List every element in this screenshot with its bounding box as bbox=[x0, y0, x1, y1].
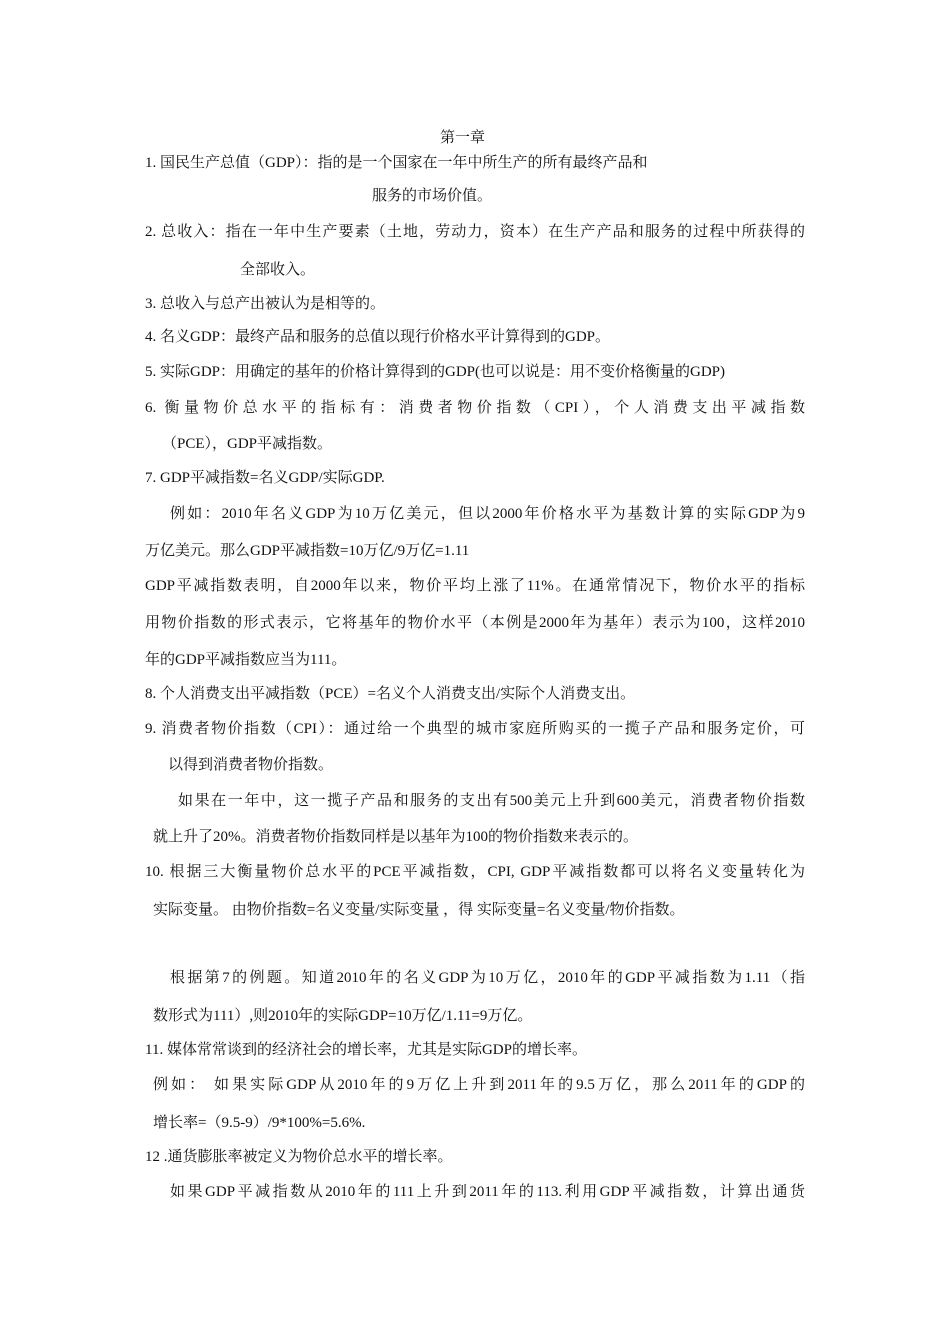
text-line: 例如：2010年名义GDP为10万亿美元，但以2000年价格水平为基数计算的实际GDP为9 bbox=[170, 506, 805, 522]
text-line: 数形式为111）,则2010年的实际GDP=10万亿/1.11=9万亿。 bbox=[153, 1008, 533, 1024]
text-line: 1. 国民生产总值（GDP）：指的是一个国家在一年中所生产的所有最终产品和 bbox=[145, 155, 648, 171]
text-line: 以得到消费者物价指数。 bbox=[168, 757, 334, 773]
text-line: 4. 名义GDP：最终产品和服务的总值以现行价格水平计算得到的GDP。 bbox=[145, 329, 611, 345]
text-line: 9. 消费者物价指数（CPI）：通过给一个典型的城市家庭所购买的一揽子产品和服务定价，可 bbox=[145, 721, 805, 737]
text-line: GDP平减指数表明，自2000年以来，物价平均上涨了11%。在通常情况下，物价水平的指标 bbox=[145, 578, 805, 594]
text-line: 就上升了20%。消费者物价指数同样是以基年为100的物价指数来表示的。 bbox=[153, 829, 638, 845]
text-line: 增长率=（9.5-9）/9*100%=5.6%. bbox=[153, 1115, 366, 1131]
text-line: 2. 总收入：指在一年中生产要素（土地，劳动力，资本）在生产产品和服务的过程中所获得的 bbox=[145, 224, 805, 240]
text-line: 服务的市场价值。 bbox=[372, 188, 493, 204]
text-line: 例如： 如果实际GDP从2010年的9万亿上升到2011年的9.5万亿，那么2011年的GDP的 bbox=[153, 1077, 805, 1093]
text-line: 7. GDP平减指数=名义GDP/实际GDP. bbox=[145, 470, 385, 486]
text-line: 6. 衡量物价总水平的指标有：消费者物价指数（CPI），个人消费支出平减指数 bbox=[145, 400, 805, 416]
text-line: 万亿美元。那么GDP平减指数=10万亿/9万亿=1.11 bbox=[145, 543, 470, 559]
text-line: 12 .通货膨胀率被定义为物价总水平的增长率。 bbox=[145, 1149, 453, 1165]
text-line: 用物价指数的形式表示，它将基年的物价水平（本例是2000年为基年）表示为100，这样2010 bbox=[145, 615, 805, 631]
text-line: 8. 个人消费支出平减指数（PCE）=名义个人消费支出/实际个人消费支出。 bbox=[145, 686, 636, 702]
text-line: （PCE），GDP平减指数。 bbox=[162, 436, 333, 452]
text-line: 11. 媒体常常谈到的经济社会的增长率，尤其是实际GDP的增长率。 bbox=[145, 1042, 587, 1058]
text-line: 3. 总收入与总产出被认为是相等的。 bbox=[145, 296, 386, 312]
text-line: 年的GDP平减指数应当为111。 bbox=[145, 652, 347, 668]
text-line: 如果在一年中，这一揽子产品和服务的支出有500美元上升到600美元，消费者物价指数 bbox=[178, 793, 805, 809]
text-line: 如果GDP平减指数从2010年的111上升到2011年的113.利用GDP平减指数，计算出通货 bbox=[170, 1184, 805, 1200]
text-line: 根据第7的例题。知道2010年的名义GDP为10万亿，2010年的GDP平减指数为1.11（指 bbox=[170, 970, 805, 986]
chapter-title: 第一章 bbox=[440, 130, 486, 146]
text-line: 10. 根据三大衡量物价总水平的PCE平减指数，CPI, GDP平减指数都可以将名义变量转化为 bbox=[145, 864, 805, 880]
text-line: 全部收入。 bbox=[240, 262, 316, 278]
text-line: 实际变量。 由物价指数=名义变量/实际变量 ，得 实际变量=名义变量/物价指数。 bbox=[153, 902, 685, 918]
text-line: 5. 实际GDP：用确定的基年的价格计算得到的GDP(也可以说是：用不变价格衡量的GDP) bbox=[145, 364, 726, 380]
